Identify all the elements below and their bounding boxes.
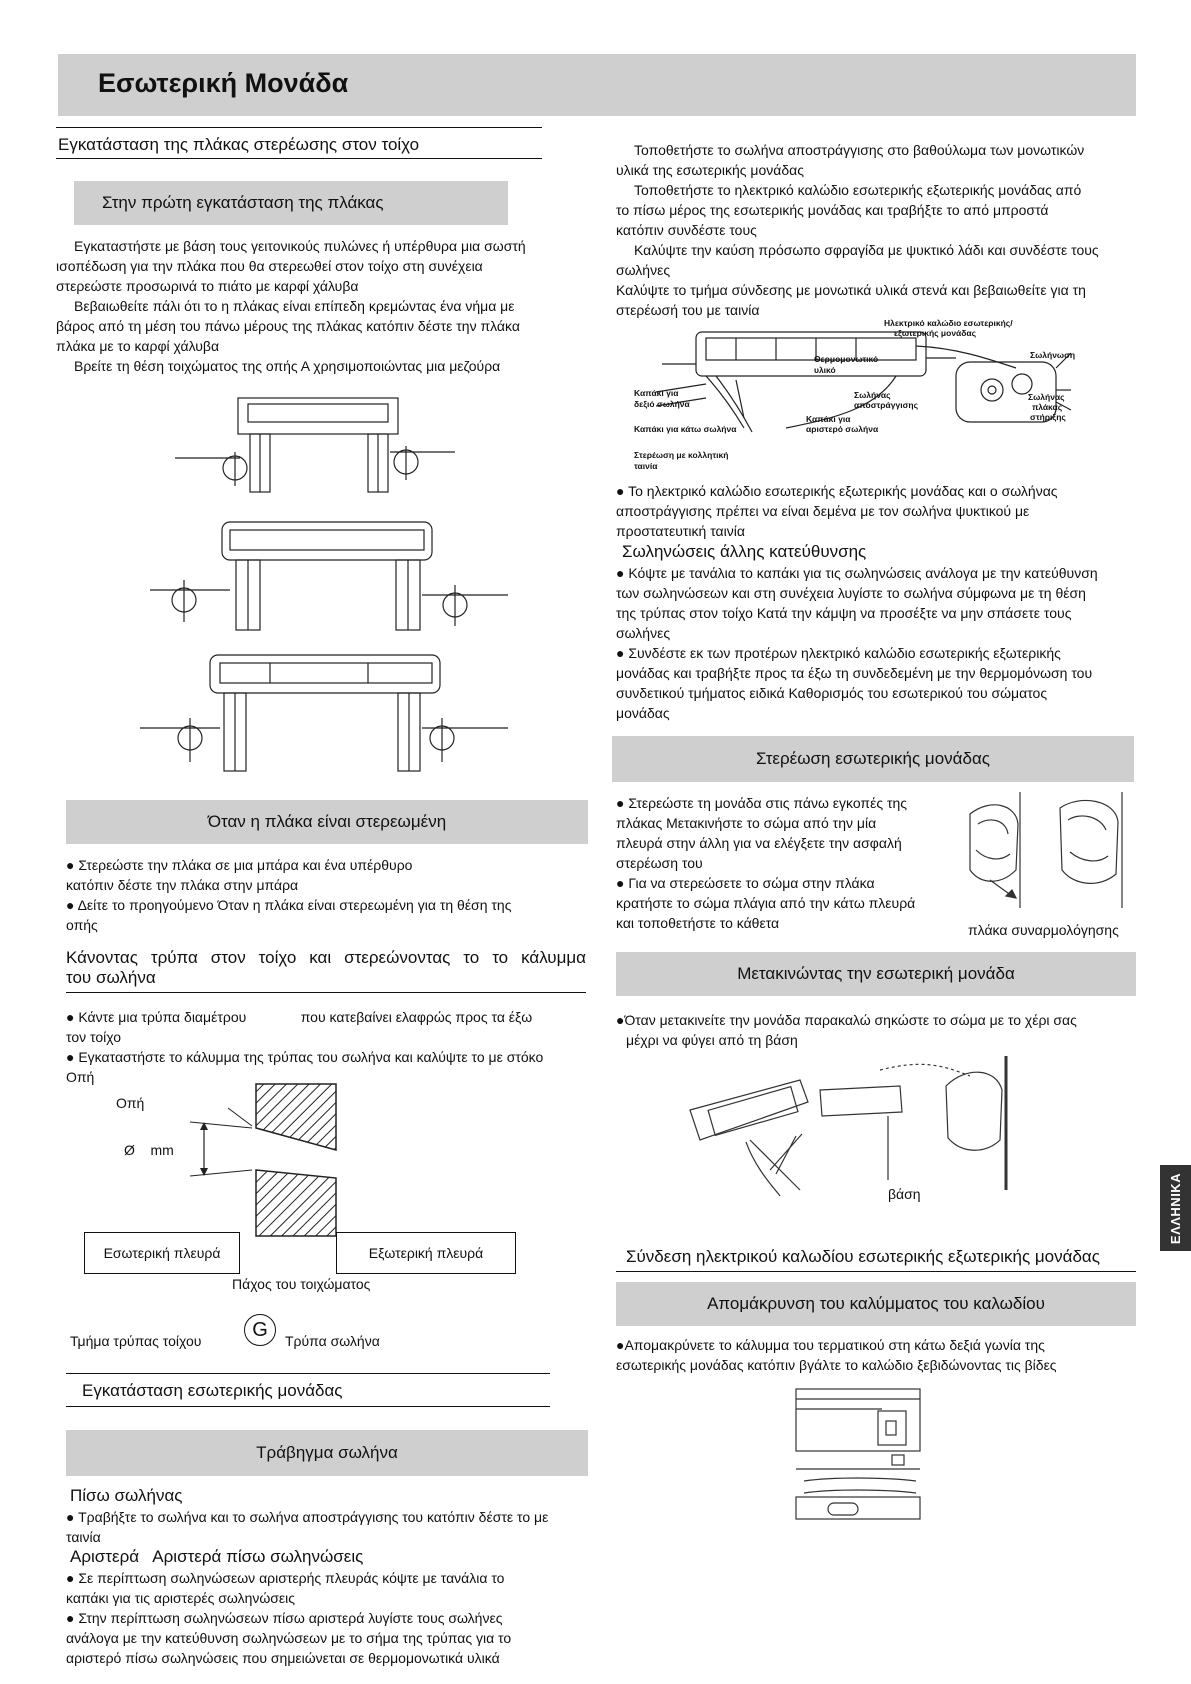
note-text	[616, 481, 1132, 541]
thermo-label-2: υλικό	[814, 365, 836, 375]
text-line: σωλήνες	[616, 262, 671, 278]
text-line: των σωληνώσεων και στη συνέχεια λυγίστε το σωλήνα σύμφωνα με τη θέση	[616, 585, 1086, 601]
text-line: Βεβαιωθείτε πάλι ότι το η πλάκας είναι επίπεδη κρεμώντας ένα νήμα με	[74, 298, 515, 314]
text-line: Τοποθετήστε το σωλήνα αποστράγγισης στο βαθούλωμα των μονωτικών	[634, 142, 1085, 158]
page-title: Εσωτερική Μονάδα	[98, 68, 349, 98]
wall-hole-part-label: Τμήμα τρύπας τοίχου	[70, 1333, 202, 1349]
text-line: μέχρι να φύγει από τη βάση	[626, 1032, 798, 1048]
rear-pipe-text	[66, 1507, 584, 1547]
hole-label: Οπή	[116, 1095, 145, 1111]
cable-label-2: εξωτερικής μονάδας	[894, 328, 977, 338]
hole-text	[66, 1007, 580, 1087]
rule	[66, 1406, 550, 1407]
section-title-hole	[66, 948, 586, 988]
rule	[56, 158, 542, 159]
text-line: καπάκι για τις αριστερές σωληνώσεις	[66, 1590, 296, 1606]
fix-unit-text	[616, 793, 936, 933]
text-line: μονάδας	[616, 705, 670, 721]
cable-cover-text	[616, 1335, 1132, 1375]
left-pipes-text	[66, 1568, 584, 1668]
base-label: βάση	[888, 1186, 921, 1202]
text-line: ● Σε περίπτωση σωληνώσεων αριστερής πλευράς κόψτε με τανάλια το	[66, 1570, 505, 1586]
text-line: Οπή	[66, 1069, 95, 1085]
subheading-label: Μετακινώντας την εσωτερική μονάδα	[737, 964, 1015, 983]
support-label-3: στήριξης	[1030, 412, 1066, 422]
subheading-fix-unit	[612, 736, 1134, 782]
rear-pipe-title: Πίσω σωλήνας	[70, 1486, 183, 1505]
piping-label: Σωλήνωση	[1030, 350, 1076, 360]
assembly-plate-label: πλάκα συναρμολόγησης	[968, 922, 1119, 938]
right-cap-label: Καπάκι για	[634, 388, 679, 398]
text-line: Εγκαταστήστε με βάση τους γειτονικούς πυλώνες ή υπέρθυρα μια σωστή	[74, 238, 526, 254]
text-line: στερέωσή του με ταινία	[616, 302, 760, 318]
subheading-label: Απομάκρυνση του καλύμματος του καλωδίου	[707, 1294, 1045, 1313]
subheading-label: Στην πρώτη εγκατάσταση της πλάκας	[102, 193, 384, 212]
text-line: ● Το ηλεκτρικό καλώδιο εσωτερικής εξωτερικής μονάδας και ο σωλήνας	[616, 483, 1058, 499]
intro-text	[616, 140, 1132, 320]
text-line: Καλύψτε την καύση πρόσωπο σφραγίδα με ψυκτικό λάδι και συνδέστε τους	[634, 242, 1099, 258]
diameter-label: Ø mm	[124, 1142, 174, 1158]
wall-hole-diagram	[190, 1078, 360, 1238]
drain-label: Σωλήνας	[854, 390, 891, 400]
section-title-plate: Εγκατάσταση της πλάκας στερέωσης στον τοίχο	[58, 135, 420, 154]
text-line: υλικά της εσωτερικής μονάδας	[616, 162, 804, 178]
rule	[616, 1271, 1136, 1272]
text-line: πλάκας Μετακινήστε το σώμα από την μία	[616, 815, 877, 831]
subheading-label: Όταν η πλάκα είναι στερεωμένη	[207, 812, 447, 831]
text-line: ● Δείτε το προηγούμενο Όταν η πλάκα είναι στερεωμένη για τη θέση της	[66, 897, 512, 913]
rule	[56, 127, 542, 128]
text-line: στερεώστε προσωρινά το πιάτο με καρφί χάλυβα	[56, 278, 359, 294]
thermo-label: Θερμομονωτικό	[814, 354, 879, 364]
text-line: ● Τραβήξτε το σωλήνα και το σωλήνα αποστράγγισης του κατόπιν δέστε το με	[66, 1509, 549, 1525]
outer-side-box	[336, 1232, 516, 1274]
section-title-line: του σωλήνα	[66, 968, 156, 987]
text-line: προστατευτική ταινία	[616, 523, 745, 539]
g-mark-label: G	[252, 1318, 268, 1341]
text-line: ● Για να στερεώσετε το σώμα στην πλάκα	[616, 875, 875, 891]
subheading-first-install	[74, 181, 508, 225]
text-line: συνδετικού τμήματος ειδικά Καθορισμός του εσωτερικού του σώματος	[616, 685, 1048, 701]
text-line: οπής	[66, 917, 98, 933]
tape-label-2: ταινία	[634, 461, 658, 471]
first-install-text	[56, 236, 562, 376]
text-line: ●Όταν μετακινείτε την μονάδα παρακαλώ σηκώστε το σώμα με το χέρι σας	[616, 1012, 1077, 1028]
text-line: ● Κάντε μια τρύπα διαμέτρου που κατεβαίνει ελαφρώς προς τα έξω	[66, 1009, 533, 1025]
text-line: ● Στερεώστε την πλάκα σε μια μπάρα και ένα υπέρθυρο	[66, 857, 413, 873]
subheading-label: Τράβηγμα σωλήνα	[256, 1443, 398, 1462]
wall-thickness-label: Πάχος του τοιχώματος	[232, 1276, 371, 1292]
text-line: βάρος από τη μέση του πάνω μέρους της πλάκας κατόπιν δέστε την πλάκα	[56, 318, 520, 334]
other-direction-title: Σωληνώσεις άλλης κατεύθυνσης	[622, 542, 867, 561]
mounting-plate-diagrams	[140, 390, 520, 780]
text-line: ισοπέδωση για την πλάκα που θα στερεωθεί στον τοίχο στη συνέχεια	[56, 258, 483, 274]
text-line: μονάδας και τραβήξτε προς τα έξω τη συνδεδεμένη με την θερμομόνωση του	[616, 665, 1093, 681]
support-label-2: πλάκας	[1032, 402, 1063, 412]
subheading-plate-fixed	[66, 800, 588, 844]
plate-fixed-text	[66, 855, 584, 935]
text-line: σωλήνες	[616, 625, 671, 641]
text-line: πλάκα με το καρφί χάλυβα	[56, 338, 220, 354]
subheading-label: Στερέωση εσωτερικής μονάδας	[756, 749, 990, 768]
rule	[66, 992, 586, 993]
unit-fixing-illustration	[950, 790, 1130, 910]
text-line: Καλύψτε το τμήμα σύνδεσης με μονωτικά υλικά στενά και βεβαιωθείτε για τη	[616, 282, 1086, 298]
inner-side-box	[84, 1232, 240, 1274]
text-line: αποστράγγισης πρέπει να είναι δεμένα με τον σωλήνα ψυκτικού με	[616, 503, 1030, 519]
text-line: το πίσω μέρος της εσωτερικής μονάδας και τραβήξτε το από μπροστά	[616, 202, 1049, 218]
text-line: Βρείτε τη θέση τοιχώματος της οπής Α χρησιμοποιώντας μια μεζούρα	[74, 358, 501, 374]
text-line: εσωτερικής μονάδας κατόπιν βγάλτε το καλώδιο ξεβιδώνοντας τις βίδες	[616, 1357, 1057, 1373]
inner-side-label: Εσωτερική πλευρά	[103, 1245, 221, 1261]
bottom-cap-label: Καπάκι για κάτω σωλήνα	[634, 424, 737, 434]
left-cap-label: Καπάκι για	[806, 414, 851, 424]
section-title-indoor-install: Εγκατάσταση εσωτερικής μονάδας	[82, 1381, 343, 1400]
section-title-electrical: Σύνδεση ηλεκτρικού καλωδίου εσωτερικής εξωτερικής μονάδας	[626, 1247, 1100, 1266]
other-direction-text	[616, 563, 1132, 723]
text-line: ανάλογα με την κατεύθυνση σωληνώσεων με το σήμα της τρύπας για το	[66, 1630, 512, 1646]
text-line: αριστερό πίσω σωληνώσεις που σημειώνεται σε θερμομονωτικά υλικά	[66, 1650, 500, 1666]
unit-moving-illustration	[680, 1050, 1040, 1200]
language-tab	[1160, 1165, 1191, 1251]
left-cap-label-2: αριστερό σωλήνα	[806, 424, 879, 434]
outer-side-label: Εξωτερική πλευρά	[368, 1245, 484, 1261]
text-line: ● Στερεώστε τη μονάδα στις πάνω εγκοπές της	[616, 795, 908, 811]
text-line: κρατήστε το σώμα πλάγια από την κάτω πλευρά	[616, 895, 916, 911]
tape-label: Στερέωση με κολλητική	[634, 450, 729, 460]
subheading-cable-cover	[616, 1282, 1136, 1326]
rule	[66, 1373, 550, 1374]
pipe-hole-label: Τρύπα σωλήνα	[285, 1333, 380, 1349]
text-line: κατόπιν συνδέστε τους	[616, 222, 757, 238]
text-line: ● Κόψτε με τανάλια το καπάκι για τις σωληνώσεις ανάλογα με την κατεύθυνση	[616, 565, 1098, 581]
section-title-line: Κάνοντας τρύπα στον τοίχο και στερεώνοντας το το κάλυμμα	[66, 948, 586, 967]
text-line: της τρύπας στον τοίχο Κατά την κάμψη να προσέξτε να μην σπάσετε τους	[616, 605, 1072, 621]
text-line: ταινία	[66, 1529, 101, 1545]
text-line: κατόπιν δέστε την πλάκα στην μπάρα	[66, 877, 299, 893]
text-line: και τοποθετήστε το κάθετα	[616, 915, 780, 931]
text-line: ● Στην περίπτωση σωληνώσεων πίσω αριστερά λυγίστε τους σωλήνες	[66, 1610, 503, 1626]
right-cap-label-2: δεξιό σωλήνα	[634, 399, 690, 409]
subheading-move-unit	[616, 952, 1136, 996]
text-line: πλευρά στην άλλη για να ελέγξετε την ασφαλή	[616, 835, 902, 851]
text-line: στερέωση του	[616, 855, 703, 871]
terminal-cover-illustration	[792, 1385, 924, 1525]
page-title-bar	[58, 54, 1136, 116]
piping-diagram	[626, 318, 1096, 478]
g-mark-icon	[244, 1314, 276, 1346]
text-line: τον τοίχο	[66, 1029, 121, 1045]
move-unit-text	[616, 1010, 1132, 1050]
drain-label-2: αποστράγγισης	[854, 400, 919, 410]
text-line: Τοποθετήστε το ηλεκτρικό καλώδιο εσωτερικής εξωτερικής μονάδας από	[634, 182, 1082, 198]
cable-label: Ηλεκτρικό καλώδιο εσωτερικής/	[884, 318, 1013, 328]
language-tab-label: ΕΛΛΗΝΙΚΑ	[1168, 1172, 1183, 1244]
text-line: ● Συνδέστε εκ των προτέρων ηλεκτρικό καλώδιο εσωτερικής εξωτερικής	[616, 645, 1061, 661]
text-line: ●Απομακρύνετε το κάλυμμα του τερματικού στη κάτω δεξιά γωνία της	[616, 1337, 1045, 1353]
subheading-pipe-pulling	[66, 1430, 588, 1476]
left-pipes-title: Αριστερά Αριστερά πίσω σωληνώσεις	[70, 1547, 364, 1566]
support-label: Σωλήνας	[1028, 392, 1065, 402]
text-line: ● Εγκαταστήστε το κάλυμμα της τρύπας του σωλήνα και καλύψτε το με στόκο	[66, 1049, 544, 1065]
